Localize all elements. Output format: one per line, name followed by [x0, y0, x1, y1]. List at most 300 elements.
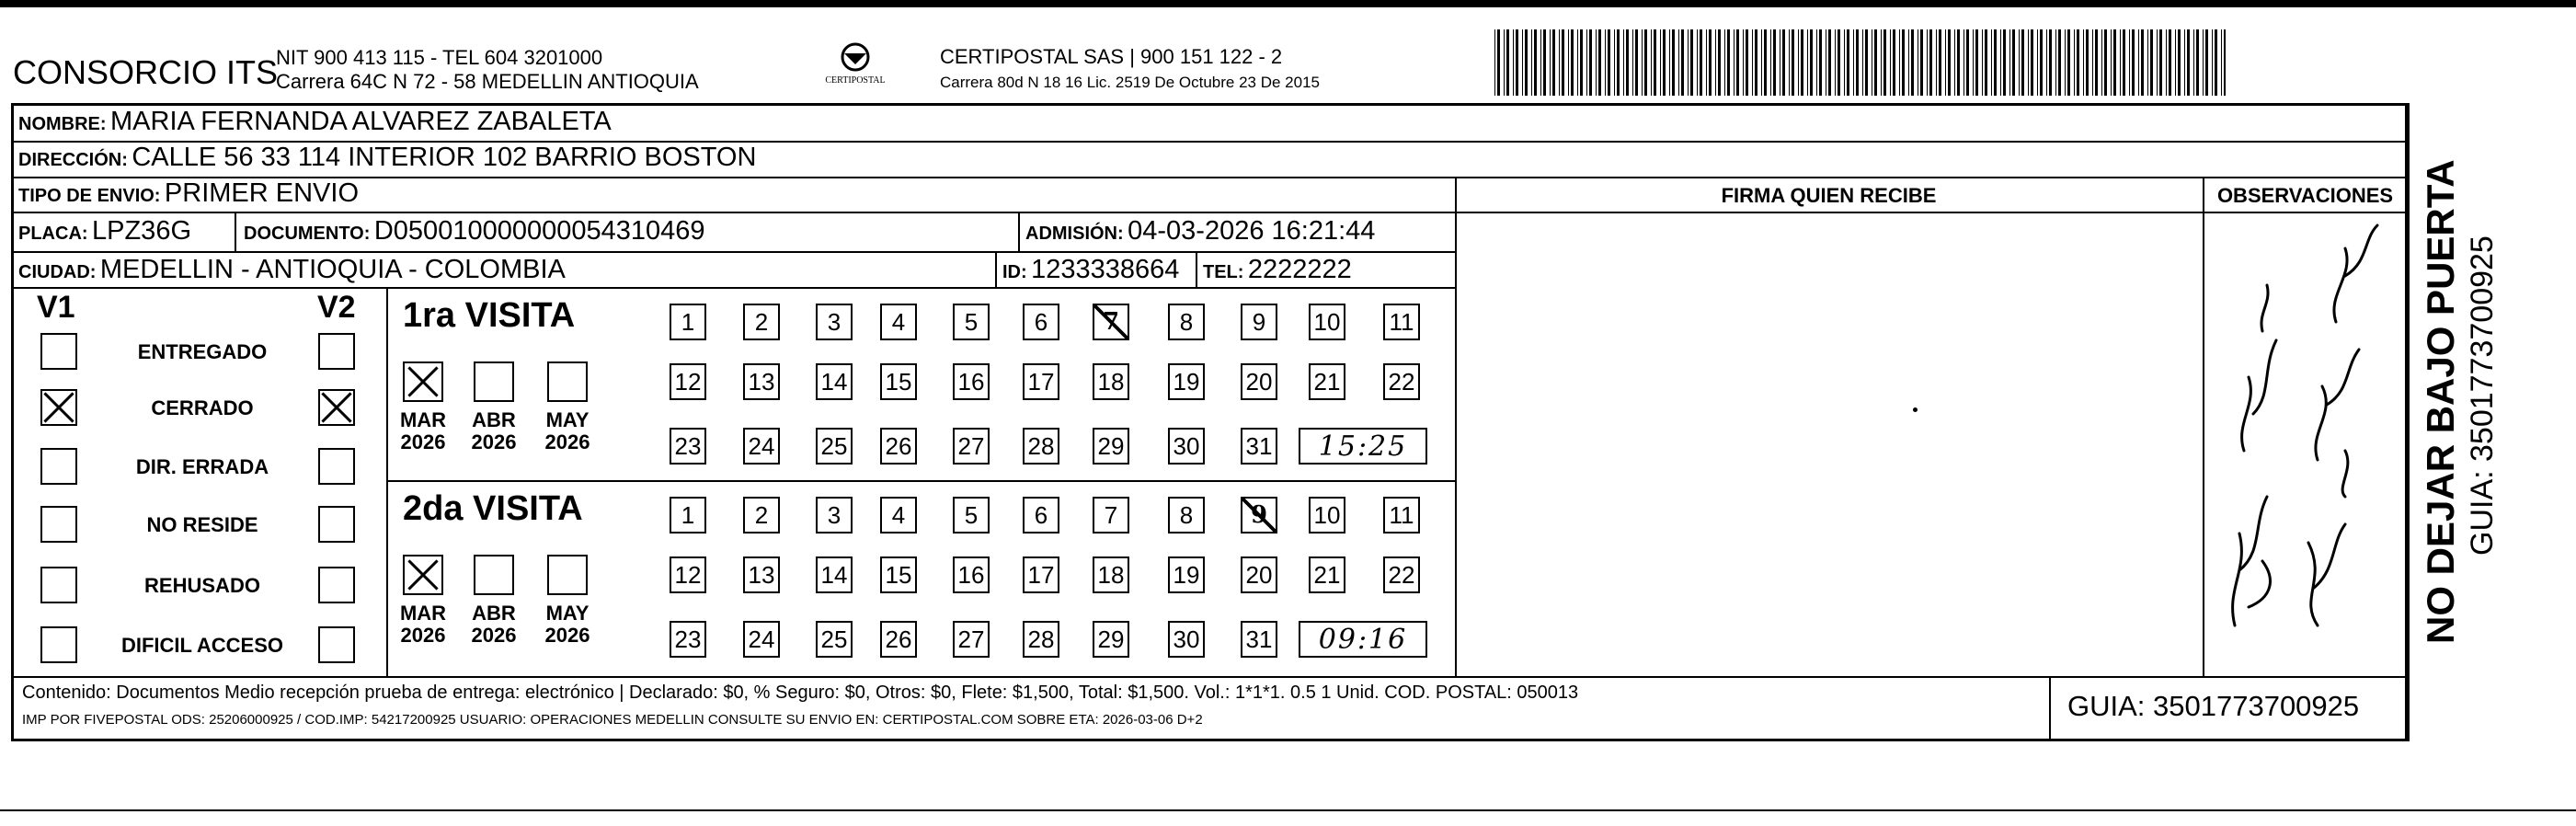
barcode-bar: [2055, 29, 2056, 96]
month-year: 2026: [471, 430, 517, 453]
barcode-bar: [1690, 29, 1693, 96]
day-box[interactable]: 31: [1241, 428, 1277, 465]
day-box[interactable]: 5: [953, 497, 990, 533]
day-box[interactable]: 23: [670, 621, 706, 658]
barcode-bar: [1736, 29, 1739, 96]
day-box[interactable]: 30: [1168, 621, 1205, 658]
direccion-label: DIRECCIÓN:: [18, 150, 128, 170]
certipostal-info: [940, 44, 1320, 96]
logo-text: CERTIPOSTAL: [825, 75, 886, 86]
v1-checkbox[interactable]: [40, 506, 77, 543]
day-box[interactable]: 29: [1093, 621, 1129, 658]
barcode-bar: [1985, 29, 1987, 96]
barcode-bar: [2086, 29, 2089, 96]
barcode-bar: [2224, 29, 2226, 96]
day-box[interactable]: 26: [880, 428, 917, 465]
barcode-bar: [1844, 29, 1845, 96]
no-dejar-bajo-puerta: NO DEJAR BAJO PUERTA: [2419, 159, 2462, 644]
barcode-bar: [2187, 29, 2190, 96]
rule: [2408, 103, 2410, 741]
barcode-bar: [1973, 29, 1974, 96]
tel-label: TEL:: [1203, 262, 1244, 282]
day-box[interactable]: 21: [1309, 363, 1345, 400]
documento-value: D050010000000054310469: [373, 216, 705, 246]
barcode-bar: [1580, 29, 1583, 96]
v1-checkbox[interactable]: [40, 448, 77, 485]
visit2-title: 2da VISITA: [403, 489, 583, 528]
month-label: [542, 602, 593, 647]
barcode-bar: [1605, 29, 1606, 96]
barcode-bar: [1497, 29, 1500, 96]
barcode-bar: [1807, 29, 1808, 96]
barcode-bar: [1773, 29, 1776, 96]
nombre-value: MARIA FERNANDA ALVAREZ ZABALETA: [110, 107, 612, 136]
day-box[interactable]: 1: [670, 497, 706, 533]
day-box[interactable]: 10: [1309, 497, 1345, 533]
barcode-bar: [1571, 29, 1574, 96]
day-box[interactable]: 3: [816, 497, 853, 533]
month-checkbox[interactable]: [547, 555, 588, 595]
barcode-bar: [2028, 29, 2029, 96]
month-name: MAR: [399, 602, 447, 625]
barcode-bar: [1899, 29, 1900, 96]
day-box[interactable]: 21: [1309, 556, 1345, 593]
barcode-bar: [2012, 29, 2015, 96]
day-box[interactable]: 9: [1241, 304, 1277, 340]
v2-checkbox[interactable]: [318, 333, 355, 370]
barcode-bar: [2083, 29, 2084, 96]
day-box[interactable]: 11: [1383, 304, 1420, 340]
day-box[interactable]: 3: [816, 304, 853, 340]
barcode-bar: [1617, 29, 1620, 96]
barcode-bar: [2196, 29, 2199, 96]
documento-row: [244, 216, 705, 247]
day-box[interactable]: 7: [1093, 497, 1129, 533]
barcode-bar: [1531, 29, 1532, 96]
month-checkbox[interactable]: [403, 361, 443, 402]
barcode-bar: [2111, 29, 2112, 96]
barcode-bar: [1835, 29, 1836, 96]
month-name: MAY: [545, 408, 590, 431]
placa-row: [18, 216, 191, 247]
rule: [11, 287, 1455, 289]
day-box[interactable]: 17: [1023, 363, 1059, 400]
month-year: 2026: [544, 624, 590, 647]
status-label: REHUSADO: [144, 574, 260, 597]
v1-checkbox[interactable]: [40, 389, 77, 426]
barcode-bar: [1746, 29, 1748, 96]
id-value: 1233338664: [1031, 255, 1180, 284]
barcode-bar: [1752, 29, 1753, 96]
day-box[interactable]: 25: [816, 428, 853, 465]
barcode-bar: [1568, 29, 1569, 96]
day-box[interactable]: 1: [670, 304, 706, 340]
barcode: [1494, 29, 2226, 96]
barcode-bar: [1608, 29, 1610, 96]
month-name: ABR: [472, 602, 516, 625]
bottom-rule: [0, 809, 2576, 811]
barcode-bar: [1948, 29, 1951, 96]
barcode-bar: [2095, 29, 2098, 96]
barcode-bar: [1991, 29, 1992, 96]
tipo-envio-row: [18, 178, 359, 209]
barcode-bar: [1862, 29, 1863, 96]
barcode-bar: [2058, 29, 2061, 96]
barcode-bar: [1516, 29, 1518, 96]
barcode-bar: [2019, 29, 2020, 96]
barcode-bar: [1706, 29, 1707, 96]
day-box[interactable]: 19: [1168, 556, 1205, 593]
v2-checkbox[interactable]: [318, 567, 355, 603]
barcode-bar: [2157, 29, 2158, 96]
day-box[interactable]: 31: [1241, 621, 1277, 658]
barcode-bar: [1552, 29, 1555, 96]
barcode-bar: [1681, 29, 1684, 96]
placa-label: PLACA:: [18, 224, 88, 244]
day-box[interactable]: 30: [1168, 428, 1205, 465]
day-box[interactable]: 6: [1023, 304, 1059, 340]
day-box[interactable]: 24: [743, 428, 780, 465]
barcode-bar: [2159, 29, 2162, 96]
observaciones-header: OBSERVACIONES: [2216, 184, 2394, 207]
barcode-bar: [2092, 29, 2093, 96]
barcode-bar: [1816, 29, 1817, 96]
day-box[interactable]: 8: [1168, 497, 1205, 533]
footer-content-line: Contenido: Documentos Medio recepción prueba de entrega: electrónico | Declarado: $0, % Seguro: $0, Otros: $0, Flete: $1,500, Total: $1,500. Vol.: 1*1*1. 0.5 1 Unid. COD. POSTAL: 050013: [22, 683, 1579, 703]
day-box[interactable]: 5: [953, 304, 990, 340]
v2-checkbox[interactable]: [318, 506, 355, 543]
barcode-bar: [1994, 29, 1997, 96]
barcode-bar: [2175, 29, 2176, 96]
day-box[interactable]: 29: [1093, 428, 1129, 465]
month-label: [397, 409, 449, 453]
id-label: ID:: [1002, 262, 1027, 282]
day-box[interactable]: 10: [1309, 304, 1345, 340]
barcode-bar: [1982, 29, 1983, 96]
barcode-bar: [2150, 29, 2153, 96]
barcode-bar: [2009, 29, 2010, 96]
barcode-bar: [1929, 29, 1932, 96]
barcode-bar: [2215, 29, 2217, 96]
certipostal-logo: [809, 39, 901, 94]
barcode-bar: [1534, 29, 1537, 96]
barcode-bar: [2104, 29, 2107, 96]
rule: [1196, 251, 1197, 287]
barcode-bar: [2101, 29, 2102, 96]
barcode-bar: [1819, 29, 1822, 96]
logo-icon: [809, 39, 901, 94]
admision-value: 04-03-2026 16:21:44: [1128, 216, 1376, 246]
day-box[interactable]: 12: [670, 363, 706, 400]
day-box[interactable]: 2: [743, 497, 780, 533]
day-box[interactable]: 27: [953, 428, 990, 465]
barcode-bar: [1761, 29, 1762, 96]
barcode-bar: [2203, 29, 2204, 96]
direccion-row: [18, 143, 756, 173]
v1-checkbox[interactable]: [40, 626, 77, 663]
day-box[interactable]: 22: [1383, 363, 1420, 400]
rule: [995, 251, 997, 287]
barcode-bar: [1718, 29, 1721, 96]
day-box[interactable]: 20: [1241, 556, 1277, 593]
barcode-bar: [1596, 29, 1597, 96]
barcode-bar: [1654, 29, 1656, 96]
barcode-bar: [1966, 29, 1969, 96]
barcode-bar: [1504, 29, 1505, 96]
month-checkbox[interactable]: [474, 361, 514, 402]
day-box[interactable]: 9: [1241, 497, 1277, 533]
barcode-bar: [1945, 29, 1946, 96]
barcode-bar: [1939, 29, 1941, 96]
barcode-bar: [1847, 29, 1849, 96]
barcode-bar: [2221, 29, 2222, 96]
day-box[interactable]: 24: [743, 621, 780, 658]
barcode-bar: [1908, 29, 1909, 96]
barcode-bar: [1651, 29, 1652, 96]
rule: [11, 177, 2408, 178]
rule: [1455, 177, 1457, 676]
barcode-bar: [1936, 29, 1937, 96]
month-year: 2026: [544, 430, 590, 453]
side-guia-number: GUIA: 3501773700925: [2465, 235, 2500, 556]
day-box[interactable]: 15: [880, 556, 917, 593]
tipo-envio-label: TIPO DE ENVIO:: [18, 186, 161, 206]
barcode-bar: [1543, 29, 1546, 96]
month-label: [542, 409, 593, 453]
month-checkbox[interactable]: [403, 555, 443, 595]
ink-dot: [1913, 407, 1918, 412]
barcode-bar: [2065, 29, 2066, 96]
barcode-bar: [1663, 29, 1666, 96]
day-box[interactable]: 4: [880, 304, 917, 340]
admision-row: [1025, 216, 1375, 247]
day-box[interactable]: 23: [670, 428, 706, 465]
certipostal-address: Carrera 80d N 18 16 Lic. 2519 De Octubre 23 De 2015: [940, 74, 1320, 91]
day-box[interactable]: 18: [1093, 363, 1129, 400]
barcode-bar: [2212, 29, 2213, 96]
barcode-bar: [1632, 29, 1633, 96]
day-box[interactable]: 16: [953, 363, 990, 400]
barcode-bar: [1789, 29, 1790, 96]
visit-time[interactable]: 15:25: [1299, 428, 1427, 465]
visit-time[interactable]: 09:16: [1299, 621, 1427, 658]
company-address: Carrera 64C N 72 - 58 MEDELLIN ANTIOQUIA: [276, 70, 699, 93]
documento-label: DOCUMENTO:: [244, 224, 371, 244]
barcode-bar: [1522, 29, 1523, 96]
barcode-bar: [2040, 29, 2043, 96]
day-box[interactable]: 19: [1168, 363, 1205, 400]
day-box[interactable]: 28: [1023, 621, 1059, 658]
day-box[interactable]: 11: [1383, 497, 1420, 533]
visit1-title: 1ra VISITA: [403, 296, 576, 335]
rule: [1018, 212, 1020, 251]
barcode-bar: [1954, 29, 1955, 96]
day-box[interactable]: 2: [743, 304, 780, 340]
status-label: ENTREGADO: [137, 340, 268, 363]
barcode-bar: [1920, 29, 1923, 96]
barcode-bar: [1697, 29, 1698, 96]
day-box[interactable]: 15: [880, 363, 917, 400]
barcode-bar: [2132, 29, 2135, 96]
barcode-bar: [2113, 29, 2116, 96]
barcode-bar: [1678, 29, 1679, 96]
day-box[interactable]: 14: [816, 363, 853, 400]
month-checkbox[interactable]: [547, 361, 588, 402]
barcode-bar: [1865, 29, 1868, 96]
month-year: 2026: [471, 624, 517, 647]
day-box[interactable]: 16: [953, 556, 990, 593]
barcode-bar: [1700, 29, 1702, 96]
barcode-bar: [1626, 29, 1629, 96]
ciudad-value: MEDELLIN - ANTIOQUIA - COLOMBIA: [99, 255, 566, 284]
rule: [11, 212, 2408, 213]
month-label: [468, 409, 520, 453]
barcode-bar: [1660, 29, 1661, 96]
barcode-bar: [2184, 29, 2185, 96]
footer-print-line: IMP POR FIVEPOSTAL ODS: 25206000925 / COD.IMP: 54217200925 USUARIO: OPERACIONES MEDELLIN CONSULTE SU ENVIO EN: CERTIPOSTAL.COM SOBRE ETA: 2026-03-06 D+2: [22, 712, 1203, 728]
admision-label: ADMISIÓN:: [1025, 224, 1124, 244]
id-row: [1002, 255, 1179, 285]
barcode-bar: [1893, 29, 1895, 96]
ciudad-label: CIUDAD:: [18, 262, 97, 282]
barcode-bar: [2031, 29, 2033, 96]
day-box[interactable]: 22: [1383, 556, 1420, 593]
barcode-bar: [1715, 29, 1716, 96]
barcode-bar: [1494, 29, 1495, 96]
barcode-bar: [2077, 29, 2079, 96]
barcode-bar: [1724, 29, 1725, 96]
month-year: 2026: [400, 430, 446, 453]
rule: [2203, 177, 2204, 676]
barcode-bar: [1506, 29, 1509, 96]
barcode-bar: [1975, 29, 1978, 96]
barcode-bar: [2178, 29, 2181, 96]
barcode-bar: [2129, 29, 2130, 96]
barcode-bar: [2123, 29, 2125, 96]
company-info: [276, 46, 699, 94]
month-name: ABR: [472, 408, 516, 431]
day-box[interactable]: 14: [816, 556, 853, 593]
tel-row: [1203, 255, 1352, 285]
barcode-bar: [1810, 29, 1813, 96]
barcode-bar: [1688, 29, 1689, 96]
month-name: MAR: [399, 408, 447, 431]
barcode-bar: [1642, 29, 1643, 96]
barcode-bar: [1881, 29, 1882, 96]
day-box[interactable]: 17: [1023, 556, 1059, 593]
barcode-bar: [1853, 29, 1854, 96]
day-box[interactable]: 28: [1023, 428, 1059, 465]
barcode-bar: [1764, 29, 1767, 96]
barcode-bar: [2205, 29, 2208, 96]
barcode-bar: [1734, 29, 1735, 96]
day-box[interactable]: 7: [1093, 304, 1129, 340]
barcode-bar: [1743, 29, 1744, 96]
barcode-bar: [1782, 29, 1785, 96]
nombre-label: NOMBRE:: [18, 114, 107, 134]
ciudad-row: [18, 255, 566, 285]
barcode-bar: [1801, 29, 1803, 96]
day-box[interactable]: 20: [1241, 363, 1277, 400]
barcode-bar: [1911, 29, 1914, 96]
barcode-bar: [2138, 29, 2139, 96]
status-label: DIR. ERRADA: [135, 455, 269, 478]
barcode-bar: [1856, 29, 1859, 96]
month-checkbox[interactable]: [474, 555, 514, 595]
day-box[interactable]: 6: [1023, 497, 1059, 533]
barcode-bar: [1890, 29, 1891, 96]
day-box[interactable]: 12: [670, 556, 706, 593]
barcode-bar: [2147, 29, 2148, 96]
day-box[interactable]: 25: [816, 621, 853, 658]
barcode-bar: [2166, 29, 2167, 96]
barcode-bar: [1623, 29, 1624, 96]
day-box[interactable]: 26: [880, 621, 917, 658]
tel-value: 2222222: [1247, 255, 1352, 284]
barcode-bar: [2169, 29, 2171, 96]
v2-checkbox[interactable]: [318, 448, 355, 485]
barcode-bar: [1957, 29, 1960, 96]
barcode-bar: [2067, 29, 2070, 96]
barcode-bar: [2141, 29, 2144, 96]
barcode-bar: [1644, 29, 1647, 96]
barcode-bar: [1755, 29, 1757, 96]
rule: [386, 480, 1455, 482]
barcode-bar: [1525, 29, 1528, 96]
barcode-bar: [1902, 29, 1905, 96]
day-box[interactable]: 27: [953, 621, 990, 658]
barcode-bar: [1540, 29, 1541, 96]
month-label: [468, 602, 520, 647]
nombre-row: [18, 107, 612, 137]
barcode-bar: [2003, 29, 2006, 96]
month-label: [397, 602, 449, 647]
rule: [2049, 676, 2051, 741]
v1-checkbox[interactable]: [40, 333, 77, 370]
barcode-bar: [1550, 29, 1551, 96]
barcode-bar: [1513, 29, 1514, 96]
barcode-bar: [1669, 29, 1670, 96]
day-box[interactable]: 8: [1168, 304, 1205, 340]
day-box[interactable]: 13: [743, 363, 780, 400]
barcode-bar: [1838, 29, 1840, 96]
v1-checkbox[interactable]: [40, 567, 77, 603]
barcode-bar: [1727, 29, 1730, 96]
v1-header: V1: [37, 290, 75, 325]
barcode-bar: [1770, 29, 1771, 96]
firma-header: FIRMA QUIEN RECIBE: [1721, 184, 1937, 207]
status-label: DIFICIL ACCESO: [120, 634, 283, 657]
barcode-bar: [2049, 29, 2052, 96]
v2-checkbox[interactable]: [318, 389, 355, 426]
rule: [386, 287, 388, 676]
tipo-envio-value: PRIMER ENVIO: [164, 178, 360, 208]
barcode-bar: [1562, 29, 1564, 96]
v2-header: V2: [317, 290, 356, 325]
month-year: 2026: [400, 624, 446, 647]
rule: [11, 251, 1455, 253]
barcode-graphic: [1494, 29, 2226, 96]
day-box[interactable]: 18: [1093, 556, 1129, 593]
barcode-bar: [1672, 29, 1675, 96]
barcode-bar: [2021, 29, 2024, 96]
day-box[interactable]: 4: [880, 497, 917, 533]
day-box[interactable]: 13: [743, 556, 780, 593]
barcode-bar: [2037, 29, 2038, 96]
v2-checkbox[interactable]: [318, 626, 355, 663]
barcode-bar: [2074, 29, 2075, 96]
barcode-bar: [1874, 29, 1877, 96]
